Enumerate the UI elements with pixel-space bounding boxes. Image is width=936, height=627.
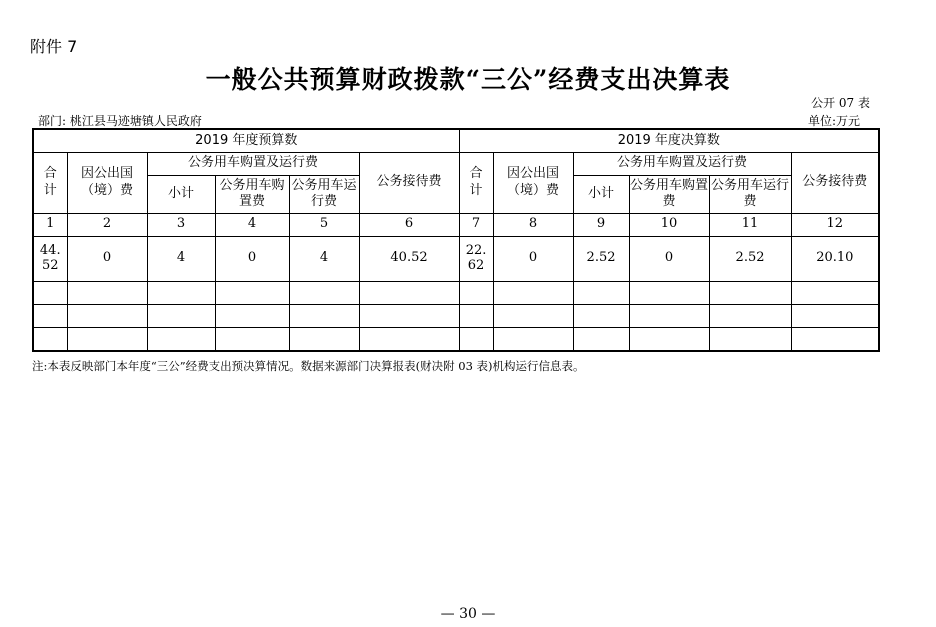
- empty-row: [33, 304, 879, 327]
- final-purchase-cell: 0: [629, 236, 709, 281]
- budget-header: 2019 年度预算数: [33, 129, 459, 152]
- document-code: 公开 07 表: [811, 96, 870, 110]
- final-subtotal-cell: 2.52: [573, 236, 629, 281]
- column-number: 1: [33, 213, 67, 236]
- attachment-label: 附件 7: [30, 37, 78, 56]
- empty-row: [33, 327, 879, 351]
- column-number: 12: [791, 213, 879, 236]
- page-number: — 30 —: [440, 606, 496, 622]
- column-number: 3: [147, 213, 215, 236]
- budget-purchase-header: 公务用车购置费: [215, 175, 289, 213]
- budget-total-header: 合 计: [33, 152, 67, 213]
- final-reception-header: 公务接待费: [791, 152, 879, 213]
- column-number: 11: [709, 213, 791, 236]
- final-reception-cell: 20.10: [791, 236, 879, 281]
- budget-subtotal-cell: 4: [147, 236, 215, 281]
- budget-reception-header: 公务接待费: [359, 152, 459, 213]
- budget-reception-cell: 40.52: [359, 236, 459, 281]
- column-number: 4: [215, 213, 289, 236]
- column-number: 6: [359, 213, 459, 236]
- budget-operation-cell: 4: [289, 236, 359, 281]
- unit-label: 单位:万元: [807, 114, 860, 128]
- final-operation-header: 公务用车运行费: [709, 175, 791, 213]
- final-abroad-header: 因公出国（境）费: [493, 152, 573, 213]
- budget-abroad-cell: 0: [67, 236, 147, 281]
- final-operation-cell: 2.52: [709, 236, 791, 281]
- final-abroad-cell: 0: [493, 236, 573, 281]
- expense-table: [32, 128, 880, 352]
- budget-abroad-header: 因公出国（境）费: [67, 152, 147, 213]
- column-number: 9: [573, 213, 629, 236]
- final-total-cell: 22. 62: [459, 236, 493, 281]
- column-number: 7: [459, 213, 493, 236]
- page-title: 一般公共预算财政拨款“三公”经费支出决算表: [205, 65, 731, 94]
- final-total-header: 合 计: [459, 152, 493, 213]
- column-number: 5: [289, 213, 359, 236]
- budget-vehicle-group-header: 公务用车购置及运行费: [147, 152, 359, 175]
- budget-purchase-cell: 0: [215, 236, 289, 281]
- table-note: 注:本表反映部门本年度“三公”经费支出预决算情况。数据来源部门决算报表(财决附 03 表)机构运行信息表。: [32, 359, 585, 373]
- column-number-row: [33, 213, 879, 236]
- final-subtotal-header: 小计: [573, 175, 629, 213]
- budget-operation-header: 公务用车运行费: [289, 175, 359, 213]
- budget-subtotal-header: 小计: [147, 175, 215, 213]
- final-header: 2019 年度决算数: [459, 129, 879, 152]
- column-number: 2: [67, 213, 147, 236]
- column-number: 8: [493, 213, 573, 236]
- empty-row: [33, 281, 879, 304]
- final-purchase-header: 公务用车购置费: [629, 175, 709, 213]
- column-number: 10: [629, 213, 709, 236]
- department-label: 部门: 桃江县马迹塘镇人民政府: [38, 114, 202, 128]
- data-row: [33, 236, 879, 281]
- budget-total-cell: 44. 52: [33, 236, 67, 281]
- final-vehicle-group-header: 公务用车购置及运行费: [573, 152, 791, 175]
